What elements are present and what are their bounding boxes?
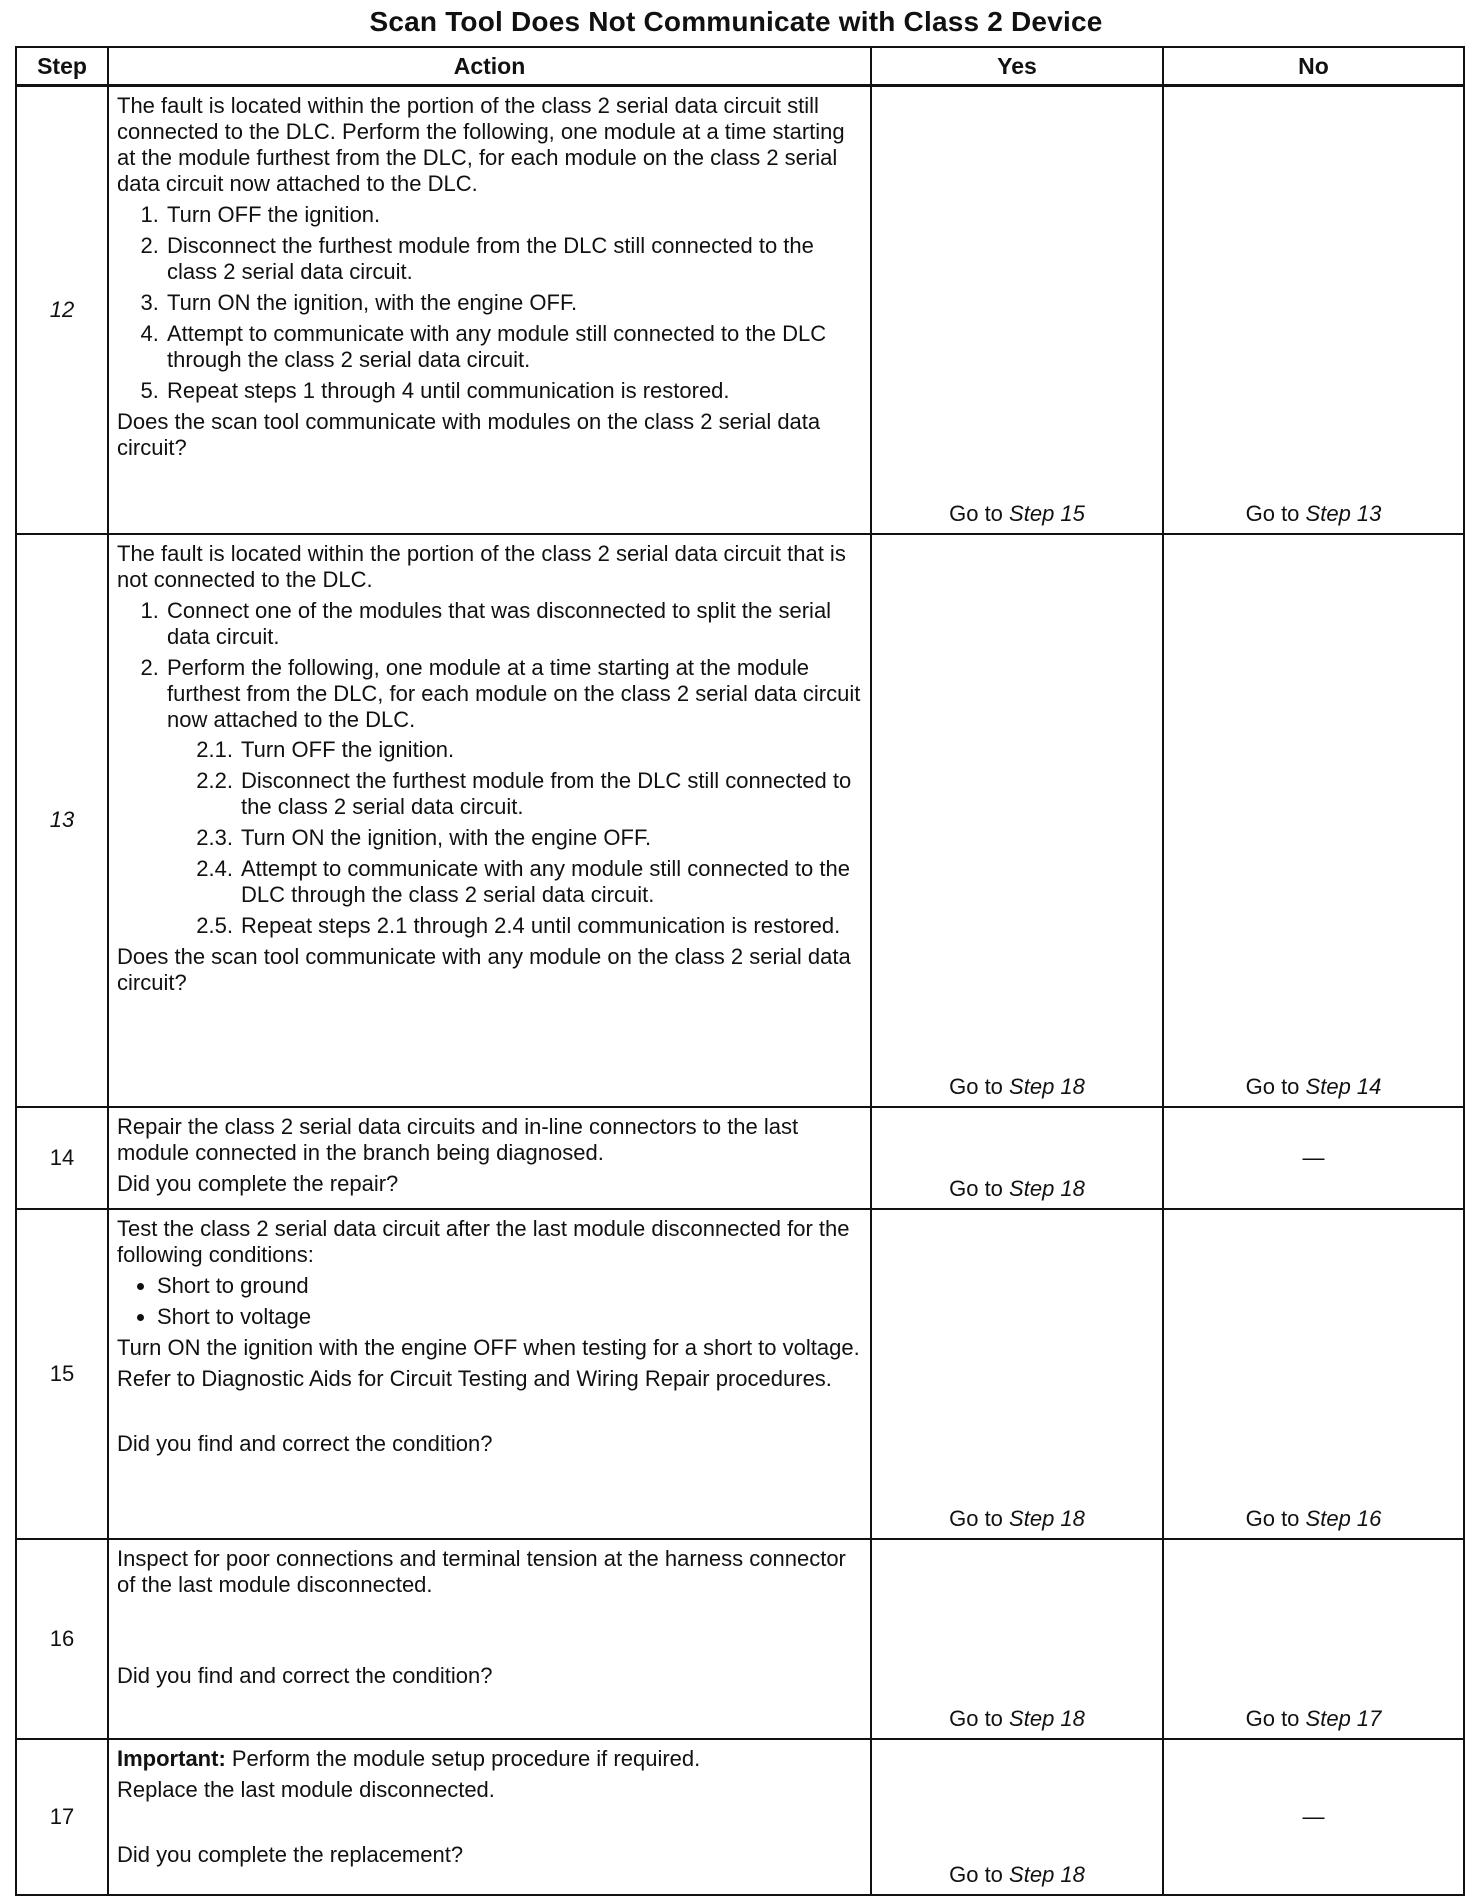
table-row [16,1539,1464,1739]
step-number: 17 [16,1739,108,1895]
sub-step-number: 2.5. [196,912,233,938]
action-intro: The fault is located within the portion of the class 2 serial data circuit still connected to the DLC. Perform the following, one module at a time starting at the module furthest from the DLC, for each module on the class 2 serial data circuit now attached to the DLC. [117,93,845,196]
action-steps [117,598,862,939]
goto-prefix: Go to [949,1705,1003,1731]
goto-prefix: Go to [949,1861,1003,1887]
goto-step-link[interactable]: Step 18 [1009,1861,1085,1887]
action-question: Did you find and correct the condition? [117,1662,493,1688]
goto-step-link[interactable]: Step 17 [1305,1705,1382,1731]
goto-prefix: Go to [1245,1505,1300,1531]
yes-cell [871,534,1163,1107]
list-item: • Short to ground [157,1273,862,1299]
goto-step-link[interactable]: Step 18 [1009,1175,1085,1201]
step-number: 16 [16,1539,108,1739]
table-header-row [16,47,1464,86]
list-item: 1. Connect one of the modules that was disconnected to split the serial data circuit. [165,598,862,650]
no-cell [1163,1209,1464,1539]
sub-list-item [137,913,862,939]
yes-cell [871,1209,1163,1539]
no-cell: — [1163,1107,1464,1209]
action-text: Inspect for poor connections and terminal tension at the harness connector of the last module disconnected. [117,1545,846,1597]
action-refer: Refer to Diagnostic Aids for Circuit Testing and Wiring Repair procedures. [117,1365,832,1391]
table-row [16,534,1464,1107]
table-row [16,1739,1464,1895]
goto-step-link[interactable]: Step 15 [1009,500,1085,526]
yes-cell [871,1107,1163,1209]
action-cell [108,1209,871,1539]
list-item: 3. Turn ON the ignition, with the engine OFF. [165,290,862,316]
header-action: Action [108,47,871,86]
goto-step-link[interactable]: Step 18 [1009,1073,1085,1099]
important-label: Important: [117,1745,226,1771]
condition-list [117,1273,862,1330]
header-no: No [1163,47,1464,86]
goto-step-link[interactable]: Step 18 [1009,1705,1085,1731]
list-item-text: Perform the following, one module at a time starting at the module furthest from the DLC, for each module on the class 2 serial data circuit now attached to the DLC. [167,654,861,732]
action-question: Does the scan tool communicate with modules on the class 2 serial data circuit? [117,409,821,460]
yes-cell [871,1539,1163,1739]
page-title: Scan Tool Does Not Communicate with Class 2 Device [369,6,1103,37]
sub-steps [137,737,862,939]
goto-step-link[interactable]: Step 16 [1305,1505,1382,1531]
important-note [117,1746,862,1772]
yes-cell [871,86,1163,534]
sub-step-number: 2.3. [196,824,233,850]
table-row [16,1107,1464,1209]
no-cell [1163,86,1464,534]
sub-step-text: Repeat steps 2.1 through 2.4 until communication is restored. [241,912,841,938]
header-step: Step [16,47,108,86]
step-number: 12 [16,86,108,534]
action-intro: Test the class 2 serial data circuit after the last module disconnected for the following conditions: [117,1215,850,1267]
no-cell: — [1163,1739,1464,1895]
no-cell [1163,534,1464,1107]
action-text: Repair the class 2 serial data circuits and in-line connectors to the last module connected in the branch being diagnosed. [117,1113,799,1165]
list-item: 2. Disconnect the furthest module from the DLC still connected to the class 2 serial data circuit. [165,233,862,285]
action-text: Replace the last module disconnected. [117,1776,495,1802]
action-cell [108,1539,871,1739]
header-yes: Yes [871,47,1163,86]
spacer [117,1397,862,1431]
sub-step-text: Turn OFF the ignition. [241,736,455,762]
table-row [16,86,1464,534]
step-number: 15 [16,1209,108,1539]
table-row [16,1209,1464,1539]
goto-prefix: Go to [949,1505,1003,1531]
goto-prefix: Go to [949,500,1003,526]
sub-list-item [137,825,862,851]
step-number: 14 [16,1107,108,1209]
goto-prefix: Go to [949,1073,1003,1099]
action-steps [117,202,862,404]
list-item: • Short to voltage [157,1304,862,1330]
sub-step-text: Attempt to communicate with any module still connected to the DLC through the class 2 serial data circuit. [241,855,850,907]
action-intro: The fault is located within the portion of the class 2 serial data circuit that is not connected to the DLC. [117,540,846,592]
action-question: Does the scan tool communicate with any module on the class 2 serial data circuit? [117,943,851,995]
goto-prefix: Go to [1245,1073,1300,1099]
action-cell [108,86,871,534]
action-question: Did you find and correct the condition? [117,1430,493,1456]
action-cell [108,534,871,1107]
sub-step-number: 2.1. [196,736,233,762]
goto-step-link[interactable]: Step 18 [1009,1505,1085,1531]
sub-step-text: Disconnect the furthest module from the DLC still connected to the class 2 serial data circuit. [241,767,852,819]
sub-step-number: 2.4. [196,855,233,881]
action-question: Did you complete the replacement? [117,1841,464,1867]
sub-list-item [137,768,862,820]
diagnostic-table [15,46,1465,1896]
goto-prefix: Go to [949,1175,1003,1201]
action-cell [108,1107,871,1209]
spacer [117,1603,862,1663]
sub-list-item [137,856,862,908]
action-question: Did you complete the repair? [117,1170,399,1196]
yes-cell [871,1739,1163,1895]
sub-step-text: Turn ON the ignition, with the engine OFF. [241,824,652,850]
list-item: 1. Turn OFF the ignition. [165,202,862,228]
important-text: Perform the module setup procedure if required. [225,1745,701,1771]
goto-step-link[interactable]: Step 13 [1305,500,1382,526]
goto-step-link[interactable]: Step 14 [1305,1073,1382,1099]
no-cell [1163,1539,1464,1739]
list-item [165,655,862,939]
step-number: 13 [16,534,108,1107]
action-cell [108,1739,871,1895]
sub-list-item [137,737,862,763]
action-note: Turn ON the ignition with the engine OFF when testing for a short to voltage. [117,1334,860,1360]
goto-prefix: Go to [1245,1705,1300,1731]
list-item: 5. Repeat steps 1 through 4 until communication is restored. [165,378,862,404]
spacer [117,1808,862,1842]
goto-prefix: Go to [1245,500,1300,526]
sub-step-number: 2.2. [196,767,233,793]
list-item: 4. Attempt to communicate with any module still connected to the DLC through the class 2 serial data circuit. [165,321,862,373]
